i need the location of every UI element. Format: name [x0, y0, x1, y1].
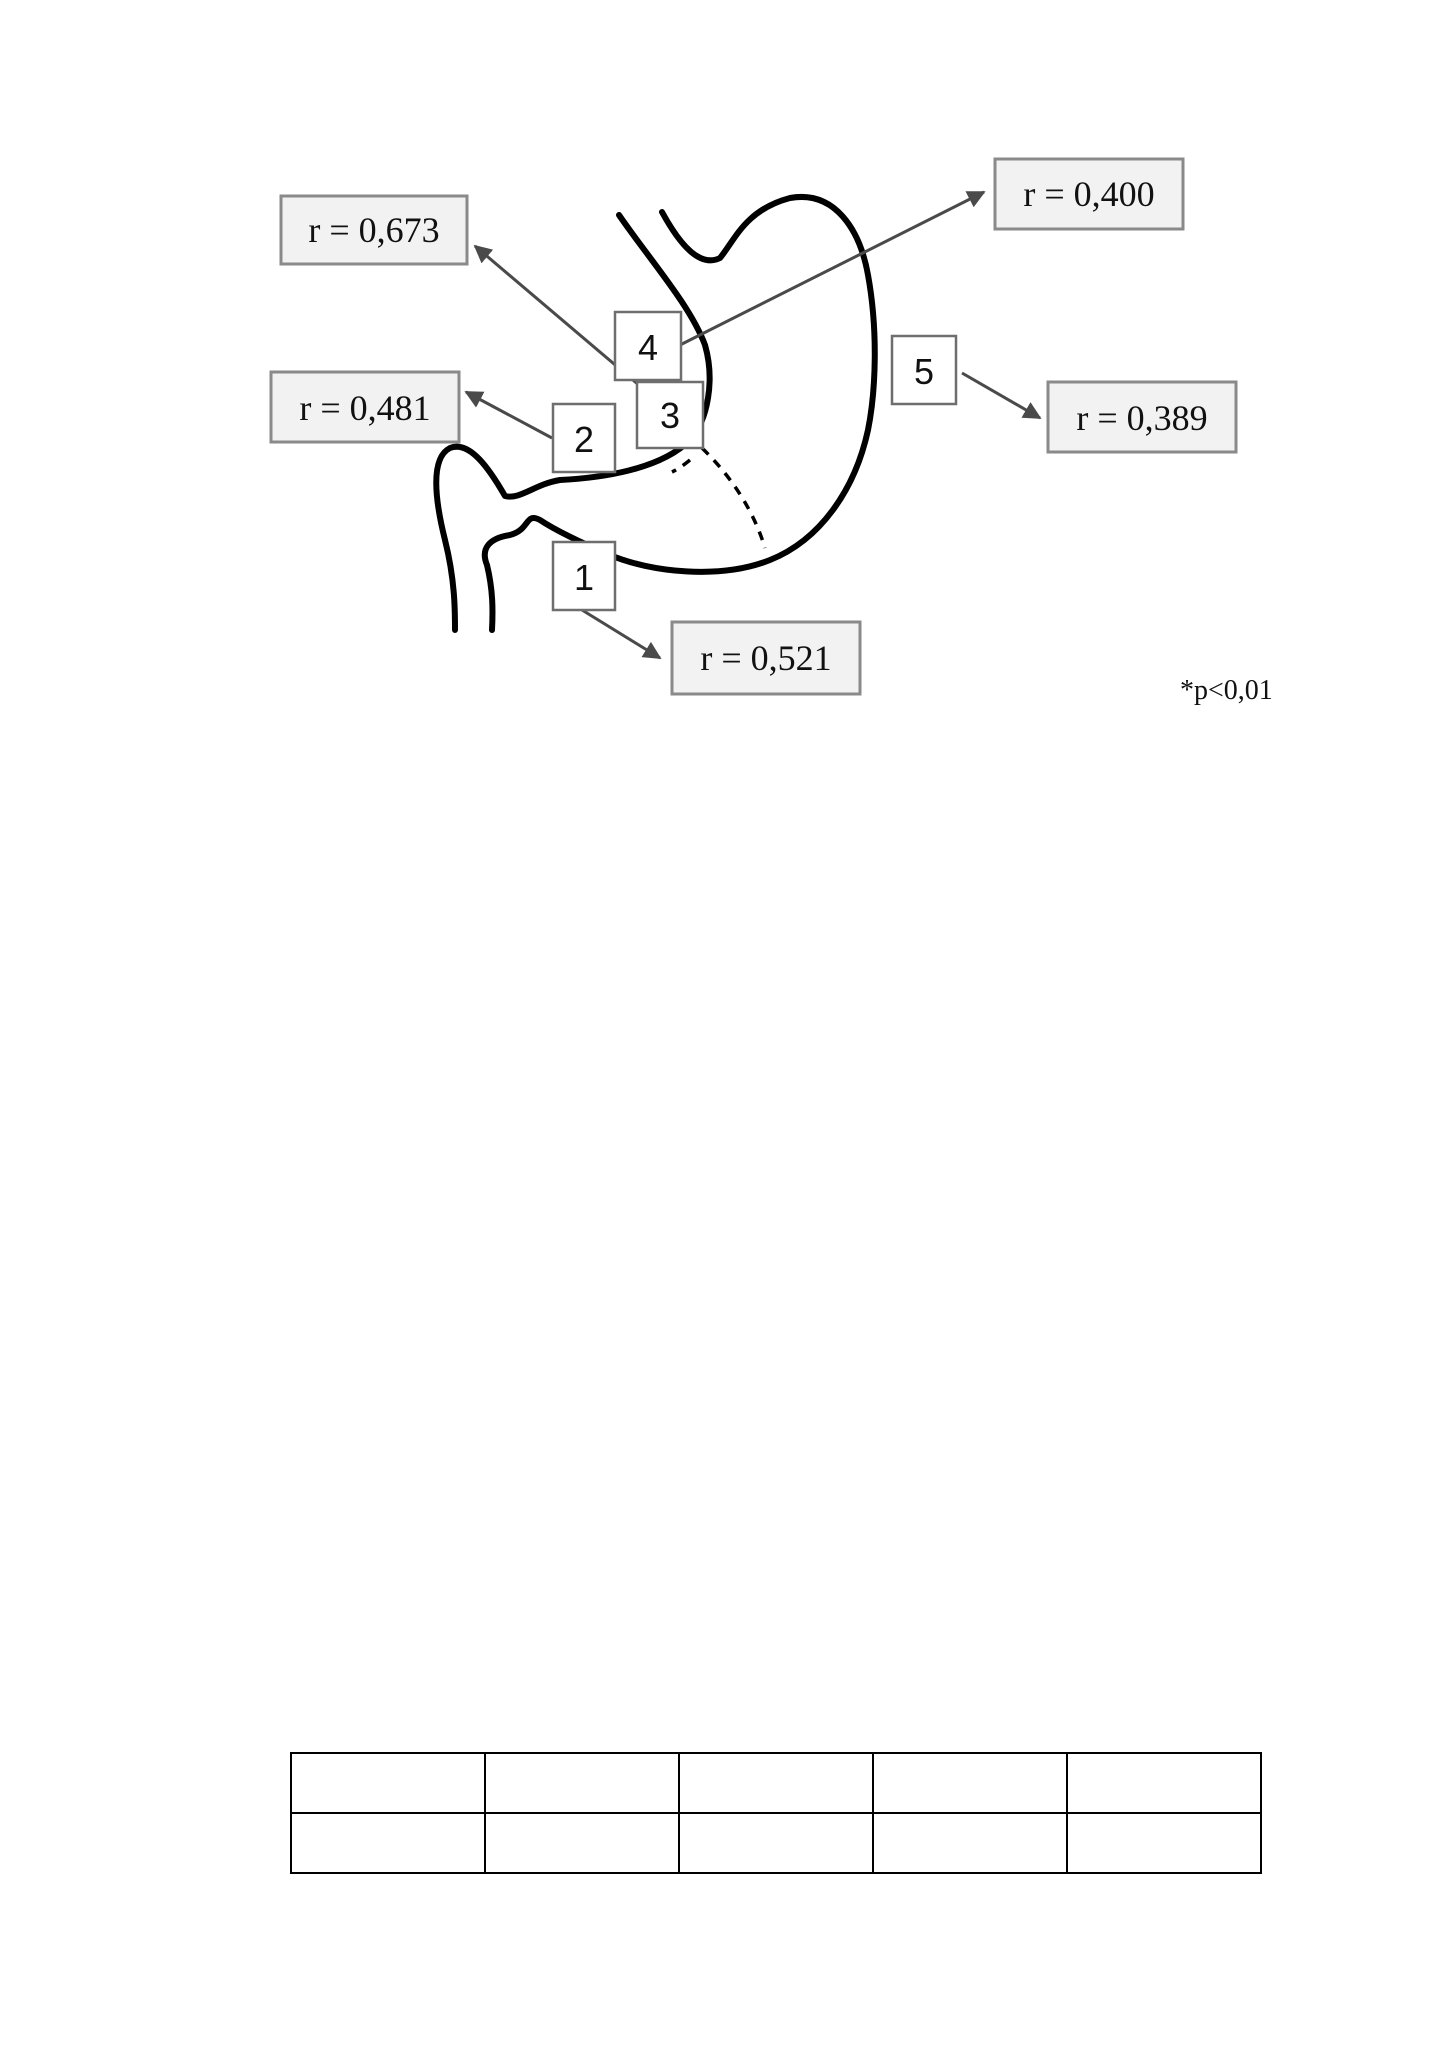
r-box-region-4 [995, 159, 1183, 229]
r-box-region-3 [281, 196, 467, 264]
table-row [291, 1813, 1261, 1873]
stomach-correlation-diagram [0, 0, 1449, 760]
data-table [290, 1752, 1262, 1874]
r-value-region-5: r = 0,389 [1076, 398, 1208, 438]
region-number-5: 5 [913, 351, 935, 392]
region-number-2: 2 [573, 419, 595, 460]
region-number-4: 4 [637, 327, 659, 368]
arrow-region-2 [466, 392, 552, 438]
table-cell [679, 1813, 873, 1873]
region-number-1: 1 [573, 557, 595, 598]
table-cell [679, 1753, 873, 1813]
r-value-region-3: r = 0,673 [308, 210, 440, 250]
table-cell [1067, 1753, 1261, 1813]
arrow-region-1 [582, 610, 660, 658]
r-value-region-1: r = 0,521 [700, 638, 832, 678]
region-marker-5 [892, 336, 956, 404]
r-value-region-4: r = 0,400 [1023, 174, 1155, 214]
arrow-region-4 [680, 192, 984, 345]
table-row [291, 1753, 1261, 1813]
table-cell [485, 1753, 679, 1813]
r-box-region-5 [1048, 382, 1236, 452]
table-cell [873, 1753, 1067, 1813]
r-box-region-1 [672, 622, 860, 694]
region-number-3: 3 [659, 395, 681, 436]
r-value-region-2: r = 0,481 [299, 388, 431, 428]
region-marker-3 [637, 382, 703, 448]
significance-footnote: *p<0,01 [1180, 675, 1273, 706]
region-marker-4 [615, 312, 681, 380]
table-cell [873, 1813, 1067, 1873]
r-box-region-2 [271, 372, 459, 442]
table-cell [1067, 1813, 1261, 1873]
region-marker-1 [553, 542, 615, 610]
region-marker-2 [553, 404, 615, 472]
arrow-region-5 [962, 373, 1040, 418]
table-cell [291, 1753, 485, 1813]
table-cell [291, 1813, 485, 1873]
table-cell [485, 1813, 679, 1873]
